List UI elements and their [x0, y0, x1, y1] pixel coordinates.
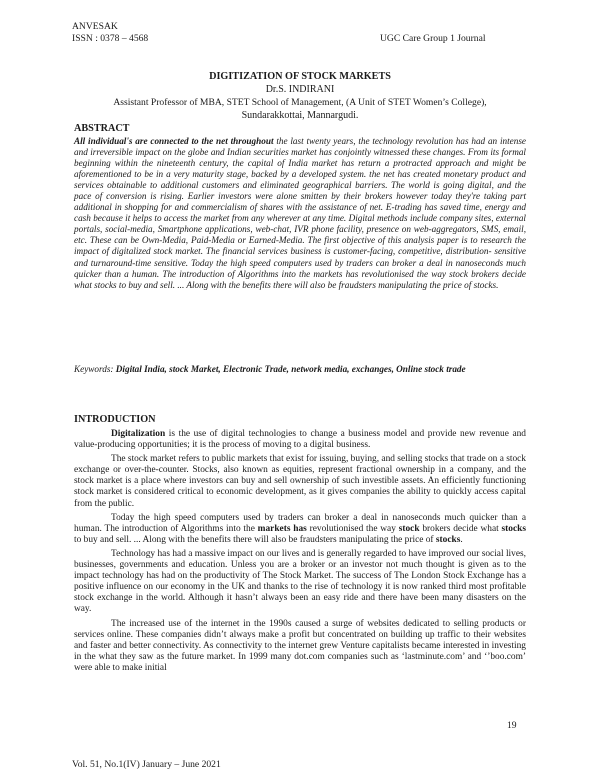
abstract-body: the last twenty years, the technology revolution has had an intense and irreversible impact on the globe and Indian securities market has conjointly witnessed these changes. From its formal beginning within the nineteenth century, the capital of India market has return a protracted approach and might be aforementioned to be in a very maturity stage, backed by a developed system. the net has created monetary product and services obtainable to additional customers and eliminated geographical barriers. The world is going digital, and the pace of conversion is rising. Earlier investors were alone smitten by their brokers however today they're taking part additional in shopping for and commercialism of shares with the assistance of net. E-trading has saved time, energy and cash because it helps to access the market from any wherever at any time. Digital methods include company sites, external portals, social-media, Smartphone applications, web-chat, IVR phone facility, presence on web-aggregators, SMS, email, etc. These can be Own-Media, Paid-Media or Earned-Media. The first objective of this analysis paper is to research the impact of digitalized stock market. The financial services business is customer-facing, competitive, distribution- sensitive and turnaround-time sensitive. Today the high speed computers used by traders can broker a deal in nanoseconds much quicker than a human. The introduction of Algorithms into the markets has revolutionised the way stock brokers decide what stocks to buy and sell. ... Along with the benefits there will also be fraudsters manipulating the price of stocks.	[74, 136, 526, 290]
introduction-heading: INTRODUCTION	[74, 414, 156, 425]
page-number: 19	[507, 720, 517, 731]
affiliation-line-2: Sundarakkottai, Mannargudi.	[241, 110, 359, 121]
journal-name: ANVESAK	[72, 21, 118, 32]
paragraph: Technology has had a massive impact on our lives and is generally regarded to have improved our social lives, businesses, governments and education. Unless you are a broker or an investor not much thought is given as to the impact technology has had on the productivity of The Stock Market. The success of The London Stock Exchange has a positive influence on our economy in the UK and thanks to the rise of technology it is now ranked third most profitable stock exchange in the world. Although it hasn’t always been an easy ride and there have been many disasters on the way.	[74, 548, 526, 615]
volume-info: Vol. 51, No.1(IV) January – June 2021	[72, 759, 221, 770]
bold-term: Digitalization	[111, 429, 166, 439]
paper-title: DIGITIZATION OF STOCK MARKETS	[209, 71, 391, 82]
paragraph	[74, 429, 526, 451]
paragraph: The stock market refers to public markets that exist for issuing, buying, and selling stocks that trade on a stock exchange or over-the-counter. Stocks, also known as equities, represent fractional ownership in a company, and the stock market is a place where investors can buy and sell ownership of such investible assets. An efficiently functioning stock market is considered critical to economic development, as it gives companies the ability to quickly access capital from the public.	[74, 454, 526, 509]
issn: ISSN : 0378 – 4568	[72, 33, 149, 44]
keywords: Keywords: Digital India, stock Market, Electronic Trade, network media, exchanges, Online stock trade	[74, 364, 466, 374]
keywords-values: Digital India, stock Market, Electronic Trade, network media, exchanges, Online stock trade	[115, 364, 466, 374]
author: Dr.S. INDIRANI	[265, 84, 335, 95]
paragraph: The increased use of the internet in the 1990s caused a surge of websites dedicated to selling products or services online. These companies didn’t always make a profit but concentrated on building up traffic to their websites and faster and better connectivity. As connectivity to the internet grew Venture capitalists became interested in investing in the what they saw as the future market. In 1999 many dot.com companies such as ‘lastminute.com’ and ‘’boo.com’ were able to make initial	[74, 618, 526, 673]
introduction-body	[74, 429, 526, 677]
abstract-text	[74, 136, 526, 291]
abstract-heading: ABSTRACT	[74, 123, 130, 134]
abstract-lead: All individual's are connected to the net throughout	[74, 136, 274, 146]
paragraph-text: is the use of digital technologies to change a business model and provide new revenue and value-producing opportunities; it is the process of moving to a digital business.	[74, 429, 526, 451]
ugc-group: UGC Care Group 1 Journal	[380, 33, 486, 44]
affiliation-line-1: Assistant Professor of MBA, STET School of Management, (A Unit of STET Women’s College),	[113, 97, 487, 108]
paragraph: Today the high speed computers used by traders can broker a deal in nanoseconds much quicker than a human. The introduction of Algorithms into the markets has revolutionised the way stock brokers decide what stocks to buy and sell. ... Along with the benefits there will also be fraudsters manipulating the price of stocks.	[74, 512, 526, 545]
keywords-label: Keywords	[74, 364, 111, 374]
